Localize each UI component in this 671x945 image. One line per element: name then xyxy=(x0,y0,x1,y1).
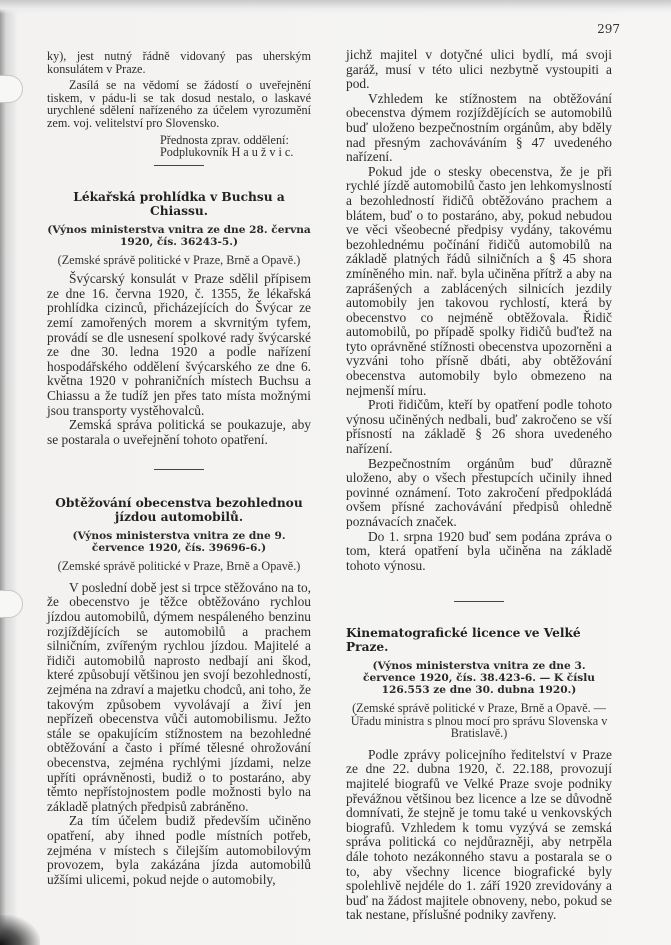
paragraph: Do 1. srpna 1920 buď sem podána zpráva o tom, která opatření byla učiněna na základě tohoto výnosu. xyxy=(346,528,612,573)
paragraph: Zemská správa politická se poukazuje, aby se postarala o uveřejnění tohoto opatření. xyxy=(47,417,311,447)
section-heading: Lékařská prohlídka v Buchsu a Chiassu. xyxy=(73,189,285,218)
addressee: (Zemské správě politické v Praze, Brně a Opavě.) xyxy=(57,252,301,267)
paragraph: Zasílá se na vědomí se žádostí o uveřejnění tiskem, v pádu-li se tak dosud nestalo, o laskavé urychlené sdělení nařízeného za účelem vyrozumění zem. voj. velitelství pro Slovensko. xyxy=(47,78,311,130)
paragraph: Bezpečnostním orgánům buď důrazně uloženo, aby o všech přestupcích učinily ihned povinné oznámení. Toto zakročení předpokládá ovšem přísné zachovávání předpisů ohledně poznávacích značek. xyxy=(346,455,612,529)
paragraph: Proti řidičům, kteří by opatření podle tohoto výnosu učiněných nedbali, buď zakročeno se vší přísností na základě § 26 shora uvedeného nařízení. xyxy=(346,397,612,457)
decree-reference: (Výnos ministerstva vnitra ze dne 28. června 1920, čís. 36243-5.) xyxy=(47,223,311,248)
paragraph: V poslední době jest si trpce stěžováno na to, že obecenstvo je těžce obtěžováno rychlou jízdou automobilů, dýmem nespáleného benzinu rozjíždějících se automobilů a prachem silničním, zvířeným rychlou jízdou. Majitelé a řidiči automobilů naprosto nedbají ani škod, které způsobují většinou jen svojí bezohledností, zejména na zdraví a majetku chodců, ani toho, že takovým způsobem vyvolávají a živí jen nepřízeň obecenstva vůči automobilismu. Ježto stále se opakujícím stížnostem na bezohledné obtěžování a často i přímé tělesné ohrožování obecenstva, zejména rychlými jízdami, nelze upříti oprávněnosti, budiž o to postaráno, aby těmto nepřístojnostem podle možnosti bylo na základě platných předpisů zabráněno. xyxy=(47,579,311,814)
paragraph: Vzhledem ke stížnostem na obtěžování obecenstva dýmem rozjíždějících se automobilů buď uloženo bezpečnostním orgánům, aby bděly nad přesným zachováváním § 47 uvedeného nařízení. xyxy=(346,90,612,165)
right-column xyxy=(346,48,612,923)
paragraph: Podle zprávy policejního ředitelství v Praze ze dne 22. dubna 1920, č. 22.188, provozují majitelé biografů ve Velké Praze svoje podniky převážnou většinou bez licence a lze se důvodně domnívati, že stejně je tomu také u venkovských biografů. Vzhledem k tomu vyzývá se zemská správa politická co nejdůrazněji, aby netrpěla dále tohoto nezákonného stavu a postarala se o to, aby všechny licence biografické byly spolehlivě nejdéle do 1. září 1920 zrevidovány a buď na žádost majitele obnoveny, nebo, pokud se tak nestane, příslušné podniky zavřeny. xyxy=(346,746,612,923)
punch-hole xyxy=(0,75,23,103)
signature-name: Podplukovník H a u ž v i c. xyxy=(160,145,294,160)
paragraph: ky), jest nutný řádně vidovaný pas uherským konsulátem v Praze. xyxy=(47,49,311,76)
paragraph: Pokud jde o stesky obecenstva, že je při rychlé jízdě automobilů často jen lehkomyslností a bezohledností řidičů obtěžováno prachem a blátem, buď o to postaráno, aby, pokud nebudou ve věci všeobecné předpisy vydány, takovému bezohlednému počínání řidičů automobilů na základě platných řádů silničních a § 45 shora zmíněného min. nař. byla učiněna přítrž a aby na zaprášených a zablácených silnicích jezdily automobily jen takovou rychlostí, která by obecenstvo co nejméně obtěžovala. Řidič automobilů, po případě spolky řidičů buďtež na tyto oprávněné stížnosti obecenstva upozorněni a vyzváni toho přísně dbáti, aby obtěžování obecenstva automobily bylo obmezeno na nejmenší míru. xyxy=(346,163,612,398)
section-heading: Obtěžování obecenstva bezohlednou jízdou automobilů. xyxy=(55,496,303,525)
section-cinema-licences xyxy=(346,626,612,923)
section-automobile-nuisance xyxy=(47,496,311,887)
paragraph: Švýcarský konsulát v Praze sdělil přípisem ze dne 16. června 1920, č. 1355, že lékařská prohlídka cizinců, přicházejících do Švýcar ze zemí zamořených morem a skvrnitým tyfem, provádí se dle usnesení spolkové rady švýcarské ze dne 30. ledna 1920 a podle nařízení hospodářského oddělení švýcarského ze dne 6. května 1920 v pohraničních místech Buchsu a Chiassu a že tudíž jen přes tato místa možnými jsou transporty vystěhovalců. xyxy=(47,271,311,418)
paragraph: Za tím účelem budiž především učiněno opatření, aby ihned podle místních potřeb, zejména v místech s čilejším automobilovým provozem, byla zakázána jízda automobilů užšími ulicemi, pokud nejde o automobily, xyxy=(47,813,311,887)
addressee: (Zemské správě politické v Praze, Brně a Opavě.) xyxy=(57,559,301,574)
signature-title: Přednosta zprav. oddělení: xyxy=(160,132,289,147)
section-separator xyxy=(154,469,204,470)
page-top-shadow xyxy=(0,0,671,14)
decree-reference: (Výnos ministerstva vnitra ze dne 9. července 1920, čís. 39696-6.) xyxy=(72,530,286,555)
left-column xyxy=(47,48,311,887)
addressee: (Zemské správě politické v Praze, Brně a Opavě. — Úřadu ministra s plnou mocí pro správu Slovenska v Bratislavě.) xyxy=(350,701,608,741)
section-heading: Kinematografické licence ve Velké Praze. xyxy=(346,626,581,655)
page-number: 297 xyxy=(597,22,620,36)
decree-reference: (Výnos ministerstva vnitra ze dne 3. července 1920, čís. 38.423-6. — K číslu 126.553 ze dne 30. dubna 1920.) xyxy=(363,660,595,697)
section-separator xyxy=(154,165,204,166)
paragraph: jichž majitel v dotyčné ulici bydlí, má svoji garáž, musí v této ulici nezbytně vystoupiti a pod. xyxy=(346,47,612,92)
punch-hole xyxy=(0,590,23,618)
section-medical-inspection xyxy=(47,190,311,448)
page-corner-shadow xyxy=(0,915,40,945)
section-separator xyxy=(454,601,504,602)
